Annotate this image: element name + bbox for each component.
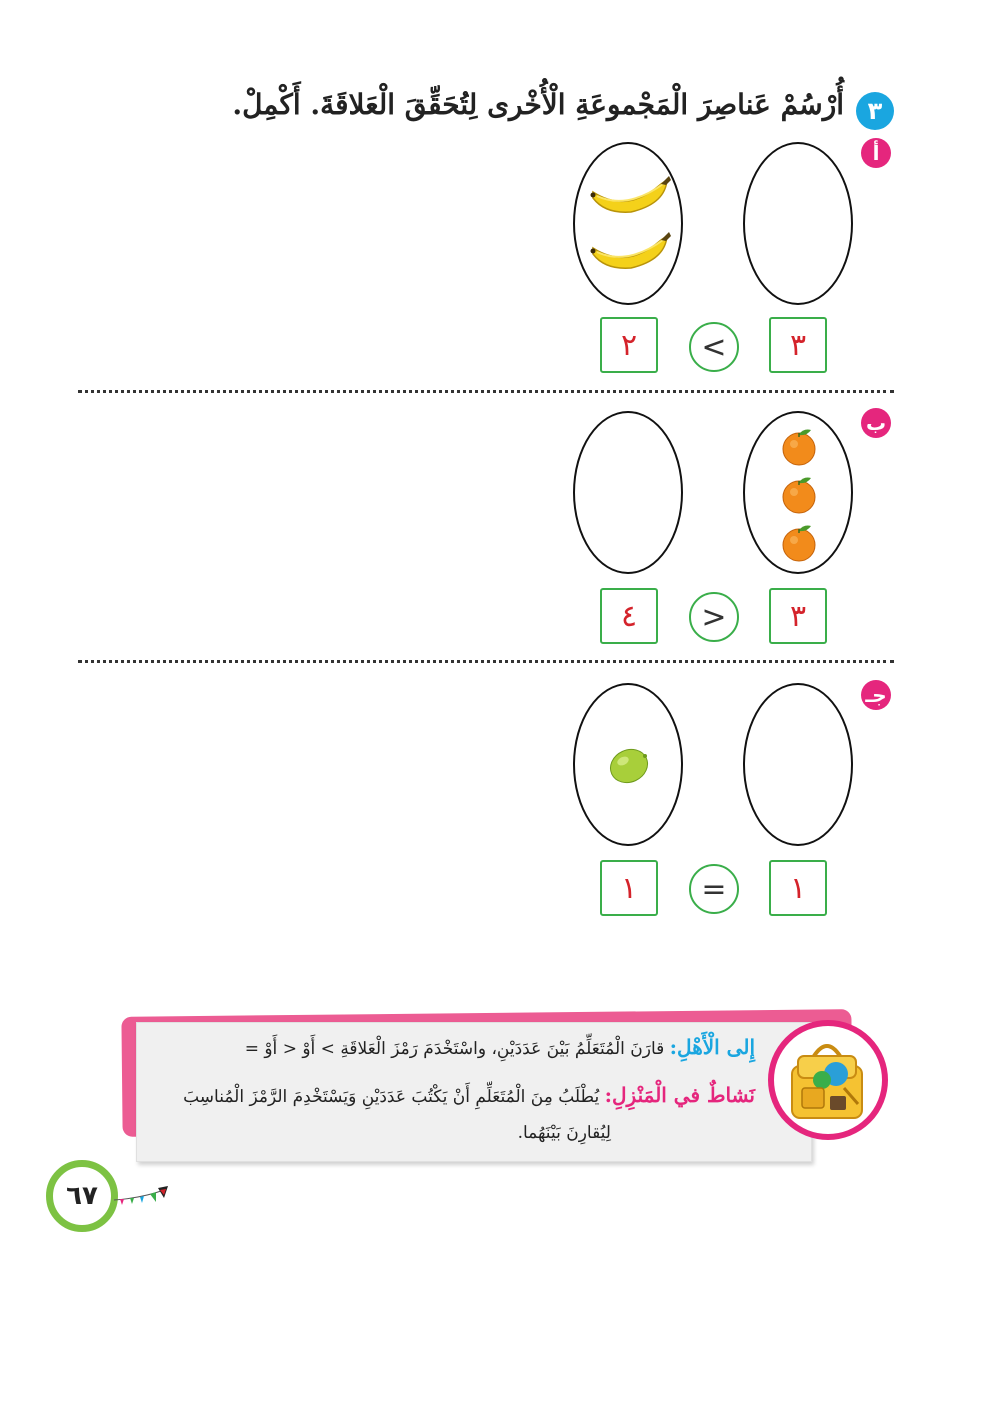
- parents-note-text: قارَنَ الْمُتَعَلِّمُ بَيْنَ عَدَدَيْنِ، واسْتَخْدَمَ رَمْزَ الْعَلاقَةِ > أَوْ < أَوْ =: [244, 1039, 665, 1059]
- orange-icon: [780, 427, 818, 467]
- exercise-label-a: أ: [861, 138, 891, 168]
- left-number-box-b: ٤: [600, 588, 658, 644]
- exercise-label-c: جـ: [861, 680, 891, 710]
- parents-note-label: إِلى الْأَهْلِ:: [669, 1035, 755, 1059]
- orange-icon: [780, 523, 818, 563]
- schoolbag-icon: [768, 1020, 888, 1140]
- set-oval-right-b: [743, 411, 853, 574]
- home-activity: [183, 1083, 755, 1107]
- set-oval-left-a: [573, 142, 683, 305]
- question-number: ٣: [856, 92, 894, 130]
- set-oval-right-a[interactable]: [743, 142, 853, 305]
- question-text: أُرْسُمْ عَناصِرَ الْمَجْموعَةِ الْأُخْرى لِتُحَقِّقَ الْعَلاقَةَ. أَكْمِلْ.: [232, 88, 844, 121]
- lime-icon: [608, 747, 650, 785]
- parents-note: [245, 1035, 755, 1059]
- relation-symbol-a: <: [689, 322, 739, 372]
- right-number-box-b: ٣: [769, 588, 827, 644]
- set-oval-left-c: [573, 683, 683, 846]
- home-activity-label: نَشاطٌ في الْمَنْزِلِ:: [604, 1083, 755, 1107]
- page-number: ٦٧: [46, 1160, 118, 1232]
- bunting-decoration-icon: [112, 1180, 172, 1210]
- banana-icon: [587, 174, 671, 222]
- banana-icon: [587, 230, 671, 278]
- exercise-label-b: ب: [861, 408, 891, 438]
- home-activity-line2: لِيُقارِنَ بَيْنَهُما.: [517, 1123, 611, 1143]
- set-oval-left-b[interactable]: [573, 411, 683, 574]
- set-oval-right-c[interactable]: [743, 683, 853, 846]
- left-number-box-c: ١: [600, 860, 658, 916]
- relation-symbol-b: >: [689, 592, 739, 642]
- note-panel: [136, 1022, 812, 1162]
- relation-symbol-c: =: [689, 864, 739, 914]
- right-number-box-c: ١: [769, 860, 827, 916]
- orange-icon: [780, 475, 818, 515]
- left-number-box-a: ٢: [600, 317, 658, 373]
- section-divider: [78, 660, 894, 663]
- section-divider: [78, 390, 894, 393]
- right-number-box-a: ٣: [769, 317, 827, 373]
- home-activity-line1: يُطْلَبُ مِنَ الْمُتَعَلِّمِ أَنْ يَكْتُبَ عَدَدَيْنِ وَيَسْتَخْدِمَ الرَّمْزَ الْمُناسِبَ: [183, 1087, 600, 1107]
